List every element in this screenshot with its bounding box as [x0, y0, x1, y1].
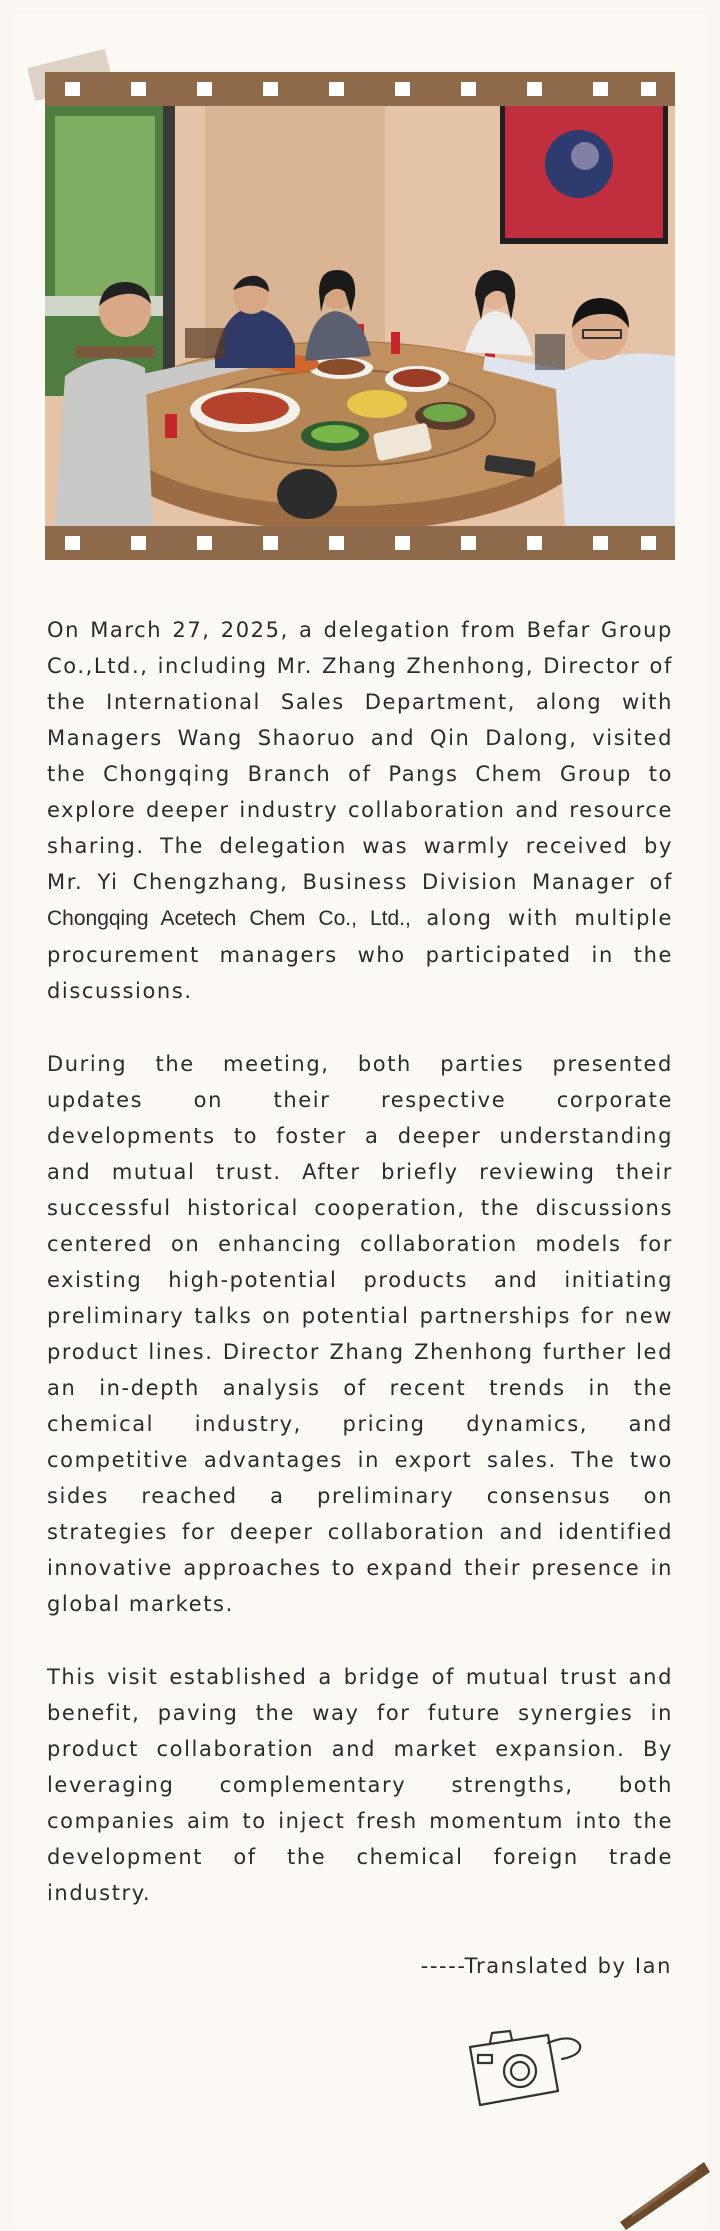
company-name: Chongqing Acetech Chem Co., Ltd., — [47, 907, 411, 930]
film-holes-bottom — [45, 526, 675, 560]
photo-illustration — [45, 106, 675, 526]
film-holes-top — [45, 72, 675, 106]
camera-doodle-icon — [462, 2025, 592, 2125]
translator-credit: -----Translated by Ian — [420, 1954, 672, 1978]
twig-icon — [612, 2150, 712, 2230]
teapot — [277, 469, 337, 519]
article-paragraph-1: On March 27, 2025, a delegation from Befar Group Co.,Ltd., including Mr. Zhang Zhenhong, Director of the International Sales Department, along with Managers Wang Shaoruo and Qin Dalong, visited the Chongqing Branch of Pangs Chem Group to explore deeper industry collaboration and resource sharing. The delegation was warmly received by Mr. Yi Chengzhang, Business Division Manager of Chongqing Acetech Chem Co., Ltd., along with multiple procurement managers who participated in the discussions. — [47, 618, 673, 1003]
film-strip-frame — [45, 72, 675, 560]
article-paragraph-2: During the meeting, both parties presented updates on their respective corporate developments to foster a deeper understanding and mutual trust. After briefly reviewing their successful historical cooperation, the discussions centered on enhancing collaboration models for existing high-potential products and initiating preliminary talks on potential partnerships for new product lines. Director Zhang Zhenhong further led an in-depth analysis of recent trends in the chemical industry, pricing dynamics, and competitive advantages in export sales. The two sides reached a preliminary consensus on strategies for deeper collaboration and identified innovative approaches to expand their presence in global markets. — [47, 1052, 673, 1616]
group-dinner-photo — [45, 106, 675, 526]
article-paragraph-3: This visit established a bridge of mutual trust and benefit, paving the way for future synergies in product collaboration and market expansion. By leveraging complementary strengths, both companies aim to inject fresh momentum into the development of the chemical foreign trade industry. — [47, 1665, 673, 1905]
